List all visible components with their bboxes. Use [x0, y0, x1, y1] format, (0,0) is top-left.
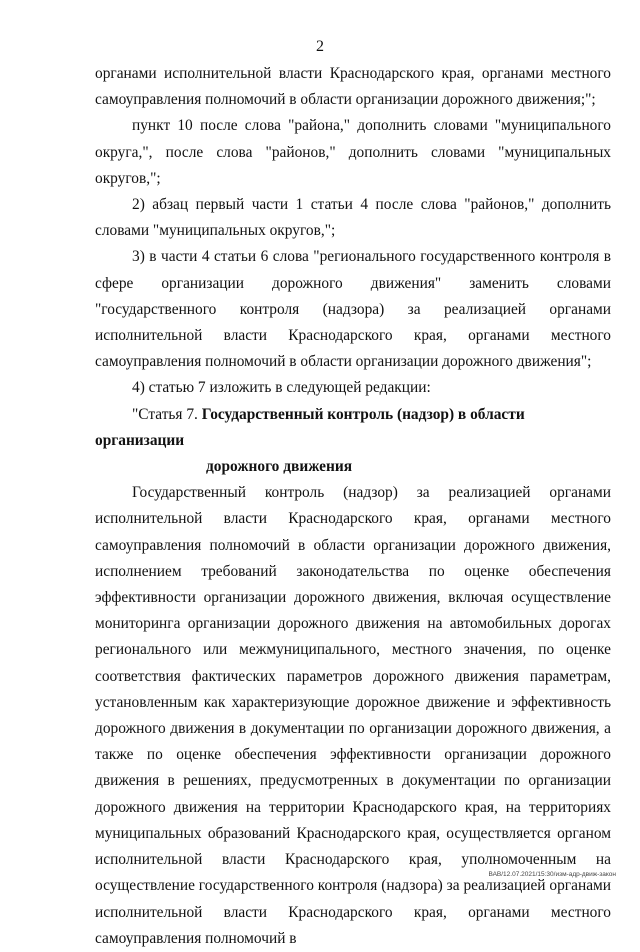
article-heading [95, 402, 611, 454]
article-prefix: "Статья 7. [132, 405, 202, 423]
page-number: 2 [316, 38, 324, 55]
article-title-line2: дорожного движения [206, 458, 353, 476]
paragraph-item-3: 3) в части 4 статьи 6 слова "регионального государственного контроля в сфере организации дорожного движения" заменить словами "государственного контроля (надзора) за реализацией органами исполнительной власти Краснодарского края, органами местного самоуправления полномочий в области организации дорожного движения"; [95, 248, 611, 371]
paragraph-article-body: Государственный контроль (надзор) за реализацией органами исполнительной власти Краснодарского края, органами местного самоуправления полномочий в области организации дорожного движения, исполнением требований законодательства по оценке обеспечения эффективности организации дорожного движения, включая осуществление мониторинга организации дорожного движения на автомобильных дорогах регионального или межмуниципального, местного значения, по оценке соответствия фактических параметров дорожного движения параметрам, установленным как характеризующие дорожное движение и эффективность дорожного движения в документации по организации дорожного движения, а также по оценке обеспечения эффективности организации дорожного движения в решениях, предусмотренных в документации по организации дорожного движения на территории Краснодарского края, на территориях муниципальных образований Краснодарского края, осуществляется органом исполнительной власти Краснодарского края, уполномоченным на осуществление государственного контроля (надзора) за реализацией органами исполнительной власти Краснодарского края, органами местного самоуправления полномочий в [95, 484, 611, 947]
footer-stamp: ВАВ/12.07.2021/15:30/изм-адр-движ-закон [488, 871, 616, 878]
paragraph-item-10: пункт 10 после слова "района," дополнить словами "муниципального округа,", после слова "районов," дополнить словами "муниципальных округов,"; [95, 117, 611, 187]
paragraph-item-4: 4) статью 7 изложить в следующей редакции: [132, 379, 431, 397]
paragraph-item-2: 2) абзац первый части 1 статьи 4 после слова "районов," дополнить словами "муниципальных округов,"; [95, 196, 611, 240]
article-title-line1: Государственный контроль (надзор) в области организации [95, 405, 525, 449]
paragraph-continuation: органами исполнительной власти Краснодарского края, органами местного самоуправления полномочий в области организации дорожного движения;"; [95, 65, 611, 109]
document-body [95, 61, 611, 952]
